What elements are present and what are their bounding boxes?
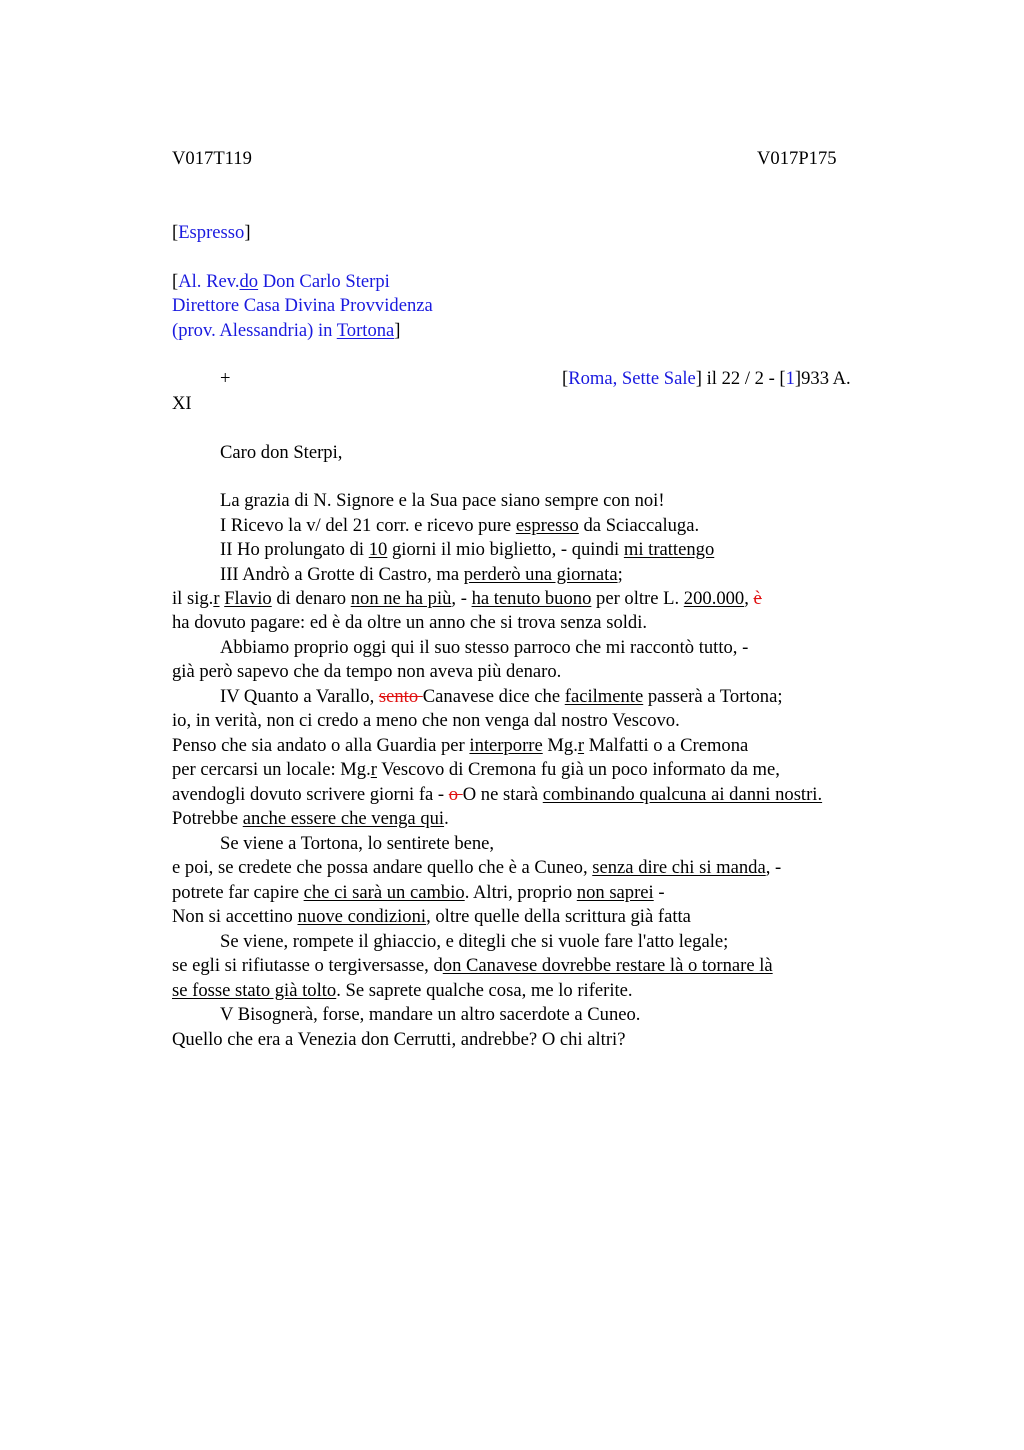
cross-symbol: +	[220, 368, 231, 389]
body-line-7: Abbiamo proprio oggi qui il suo stesso parroco che mi raccontò tutto, -	[220, 637, 749, 658]
body-line-8: già però sapevo che da tempo non aveva più denaro.	[172, 661, 562, 682]
body-line-17: potrete far capire che ci sarà un cambio. Altri, proprio non saprei -	[172, 882, 665, 903]
body-line-1: La grazia di N. Signore e la Sua pace siano sempre con noi!	[220, 490, 665, 511]
body-line-11: Penso che sia andato o alla Guardia per interporre Mg.r Malfatti o a Cremona	[172, 735, 749, 756]
address-line-2: Direttore Casa Divina Provvidenza	[172, 295, 433, 316]
body-line-22: V Bisognerà, forse, mandare un altro sacerdote a Cuneo.	[220, 1004, 641, 1025]
body-line-12: per cercarsi un locale: Mg.r Vescovo di Cremona fu già un poco informato da me,	[172, 759, 780, 780]
body-line-4: III Andrò a Grotte di Castro, ma perderò una giornata;	[220, 564, 623, 585]
body-line-3: II Ho prolungato di 10 giorni il mio biglietto, - quindi mi trattengo	[220, 539, 715, 560]
address-line-1: [Al. Rev.do Don Carlo Sterpi	[172, 271, 390, 292]
archive-code-left: V017T119	[172, 148, 252, 169]
body-line-13: avendogli dovuto scrivere giorni fa - o O ne starà combinando qualcuna ai danni nostri.	[172, 784, 823, 805]
dateline: [Roma, Sette Sale] il 22 / 2 - [1]933 A.	[562, 368, 851, 389]
body-line-21: se fosse stato già tolto. Se saprete qualche cosa, me lo riferite.	[172, 980, 633, 1001]
body-line-14: Potrebbe anche essere che venga qui.	[172, 808, 449, 829]
salutation: Caro don Sterpi,	[220, 442, 343, 463]
body-line-9: IV Quanto a Varallo, sento Canavese dice che facilmente passerà a Tortona;	[220, 686, 783, 707]
body-line-20: se egli si rifiutasse o tergiversasse, don Canavese dovrebbe restare là o tornare là	[172, 955, 773, 976]
archive-code-right: V017P175	[757, 148, 837, 169]
body-line-19: Se viene, rompete il ghiaccio, e ditegli che si vuole fare l'atto legale;	[220, 931, 729, 952]
address-line-3: (prov. Alessandria) in Tortona]	[172, 320, 401, 341]
dateline-era: XI	[172, 393, 192, 414]
body-line-6: ha dovuto pagare: ed è da oltre un anno che si trova senza soldi.	[172, 612, 648, 633]
body-line-5: il sig.r Flavio di denaro non ne ha più, - ha tenuto buono per oltre L. 200.000, è	[172, 588, 762, 609]
body-line-23: Quello che era a Venezia don Cerrutti, andrebbe? O chi altri?	[172, 1029, 626, 1050]
body-line-2: I Ricevo la v/ del 21 corr. e ricevo pure espresso da Sciaccaluga.	[220, 515, 700, 536]
body-line-15: Se viene a Tortona, lo sentirete bene,	[220, 833, 495, 854]
body-line-16: e poi, se credete che possa andare quello che è a Cuneo, senza dire chi si manda, -	[172, 857, 782, 878]
body-line-18: Non si accettino nuove condizioni, oltre quelle della scrittura già fatta	[172, 906, 691, 927]
espresso-note: [Espresso]	[172, 222, 251, 243]
body-line-10: io, in verità, non ci credo a meno che non venga dal nostro Vescovo.	[172, 710, 680, 731]
